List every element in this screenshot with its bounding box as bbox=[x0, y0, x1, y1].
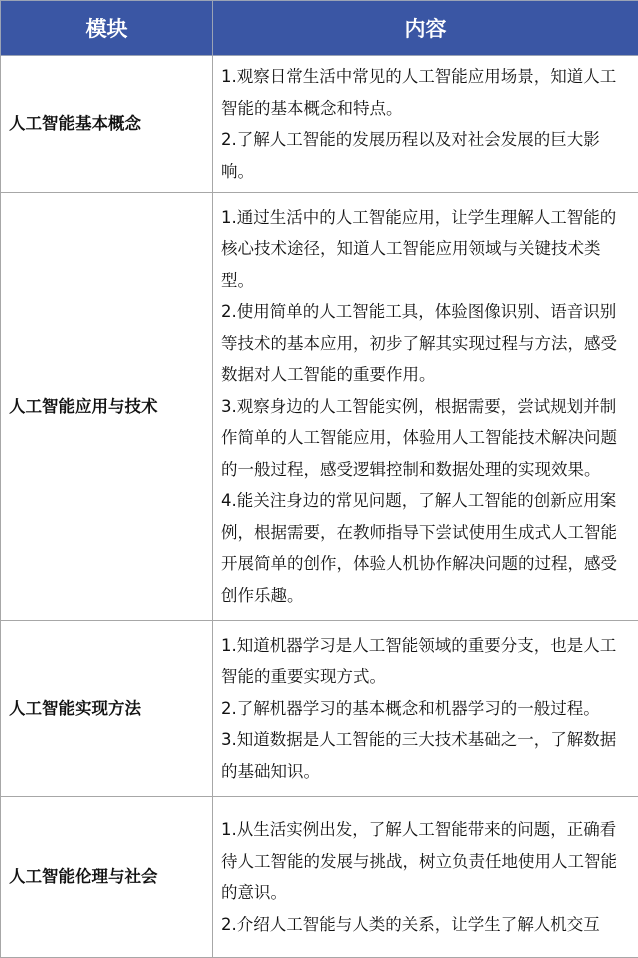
table-header-row bbox=[1, 1, 638, 56]
content-item: 4.能关注身边的常见问题，了解人工智能的创新应用案例，根据需要，在教师指导下尝试使用生成式人工智能开展简单的创作，体验人机协作解决问题的过程，感受创作乐趣。 bbox=[221, 485, 632, 611]
content-item: 2.了解机器学习的基本概念和机器学习的一般过程。 bbox=[221, 693, 632, 725]
content-item: 1.通过生活中的人工智能应用，让学生理解人工智能的核心技术途径，知道人工智能应用领域与关键技术类型。 bbox=[221, 202, 632, 297]
content-cell bbox=[213, 797, 638, 958]
table-row bbox=[1, 56, 638, 193]
content-item: 2.介绍人工智能与人类的关系，让学生了解人机交互 bbox=[221, 909, 632, 941]
module-cell: 人工智能伦理与社会 bbox=[1, 797, 213, 958]
content-item: 1.观察日常生活中常见的人工智能应用场景，知道人工智能的基本概念和特点。 bbox=[221, 61, 632, 124]
module-cell: 人工智能基本概念 bbox=[1, 56, 213, 193]
content-cell bbox=[213, 56, 638, 193]
table-row bbox=[1, 193, 638, 621]
table-row bbox=[1, 621, 638, 797]
module-cell: 人工智能应用与技术 bbox=[1, 193, 213, 621]
module-cell: 人工智能实现方法 bbox=[1, 621, 213, 797]
content-item: 2.使用简单的人工智能工具，体验图像识别、语音识别等技术的基本应用，初步了解其实现过程与方法，感受数据对人工智能的重要作用。 bbox=[221, 296, 632, 391]
content-item: 3.观察身边的人工智能实例，根据需要，尝试规划并制作简单的人工智能应用，体验用人工智能技术解决问题的一般过程，感受逻辑控制和数据处理的实现效果。 bbox=[221, 391, 632, 486]
header-content: 内容 bbox=[213, 1, 638, 56]
content-item: 3.知道数据是人工智能的三大技术基础之一，了解数据的基础知识。 bbox=[221, 724, 632, 787]
content-cell bbox=[213, 621, 638, 797]
content-item: 1.从生活实例出发，了解人工智能带来的问题，正确看待人工智能的发展与挑战，树立负责任地使用人工智能的意识。 bbox=[221, 814, 632, 909]
content-item: 1.知道机器学习是人工智能领域的重要分支，也是人工智能的重要实现方式。 bbox=[221, 630, 632, 693]
table-row bbox=[1, 797, 638, 958]
header-module: 模块 bbox=[1, 1, 213, 56]
content-item: 2.了解人工智能的发展历程以及对社会发展的巨大影响。 bbox=[221, 124, 632, 187]
content-cell bbox=[213, 193, 638, 621]
